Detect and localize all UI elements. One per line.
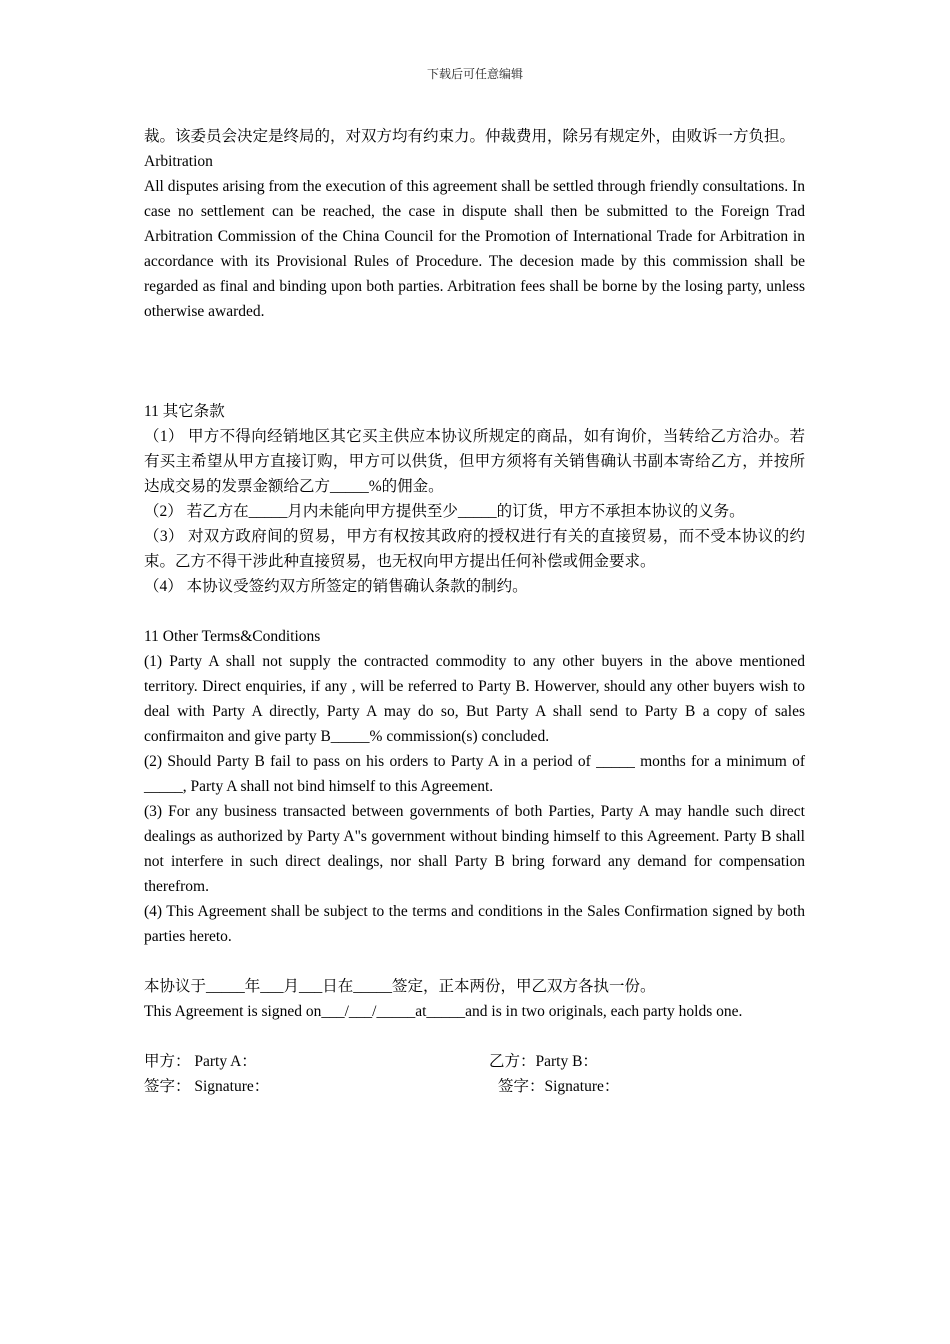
spacer <box>144 1024 805 1049</box>
spacer <box>144 949 805 974</box>
party-row <box>144 1049 805 1074</box>
arbitration-cn-paragraph: 裁。该委员会决定是终局的，对双方均有约束力。仲裁费用，除另有规定外，由败诉一方负担。 <box>144 128 796 145</box>
other-terms-cn-item: （2） 若乙方在_____月内未能向甲方提供至少_____的订货，甲方不承担本协议的义务。 <box>144 503 745 520</box>
page-header-note: 下载后可任意编辑 <box>426 67 523 81</box>
other-terms-cn-item: （3） 对双方政府间的贸易，甲方有权按其政府的授权进行有关的直接贸易，而不受本协议的约束。乙方不得干涉此种直接贸易，也无权向甲方提出任何补偿或佣金要求。 <box>144 528 805 570</box>
party-b-label: 乙方：Party B： <box>489 1053 598 1070</box>
spacer <box>144 374 805 399</box>
signature-a-label: 签字： Signature： <box>144 1078 270 1095</box>
arbitration-en-title: Arbitration <box>144 153 213 170</box>
spacer <box>144 324 805 374</box>
other-terms-en-title: 11 Other Terms&Conditions <box>144 628 321 645</box>
other-terms-cn-title: 11 其它条款 <box>144 403 225 420</box>
signing-en: This Agreement is signed on___/___/_____at_____and is in two originals, each party holds one. <box>144 1003 743 1020</box>
signature-row <box>144 1074 805 1099</box>
other-terms-cn-item: （1） 甲方不得向经销地区其它买主供应本协议所规定的商品，如有询价，当转给乙方洽办。若有买主希望从甲方直接订购，甲方可以供货，但甲方须将有关销售确认书副本寄给乙方，并按所达成交易的发票金额给乙方_____%的佣金。 <box>144 428 805 495</box>
spacer <box>144 599 805 624</box>
other-terms-cn-item: （4） 本协议受签约双方所签定的销售确认条款的制约。 <box>144 578 528 595</box>
other-terms-en-item: (2) Should Party B fail to pass on his orders to Party A in a period of _____ months for a minimum of _____, Party A shall not bind himself to this Agreement. <box>144 753 805 795</box>
signature-b-label: 签字：Signature： <box>498 1078 620 1095</box>
document-body <box>144 124 805 1099</box>
party-a-label: 甲方： Party A： <box>144 1053 257 1070</box>
other-terms-en-item: (3) For any business transacted between governments of both Parties, Party A may handle such direct dealings as authorized by Party A"s government without binding himself to this Agreement. Party B shall not interfere in such direct dealings, nor shall Party B bring forward any demand for compensation therefrom. <box>144 803 805 895</box>
other-terms-en-item: (1) Party A shall not supply the contracted commodity to any other buyers in the above mentioned territory. Direct enquiries, if any , will be referred to Party B. Howerver, should any other buyers wish to deal with Party A directly, Party A may do so, But Party A shall send to Party B a copy of sales confirmaiton and give party B_____% commission(s) concluded. <box>144 653 805 745</box>
arbitration-en-paragraph: All disputes arising from the execution of this agreement shall be settled through friendly consultations. In case no settlement can be reached, the case in dispute shall then be submitted to the Foreign Trad Arbitration Commission of the China Council for the Promotion of International Trade for Arbitration in accordance with its Provisional Rules of Procedure. The decesion made by this commission shall be regarded as final and binding upon both parties. Arbitration fees shall be borne by the losing party, unless otherwise awarded. <box>144 178 805 320</box>
other-terms-en-item: (4) This Agreement shall be subject to the terms and conditions in the Sales Confirmation signed by both parties hereto. <box>144 903 805 945</box>
signing-cn: 本协议于_____年___月___日在_____签定，正本两份，甲乙双方各执一份。 <box>144 978 656 995</box>
